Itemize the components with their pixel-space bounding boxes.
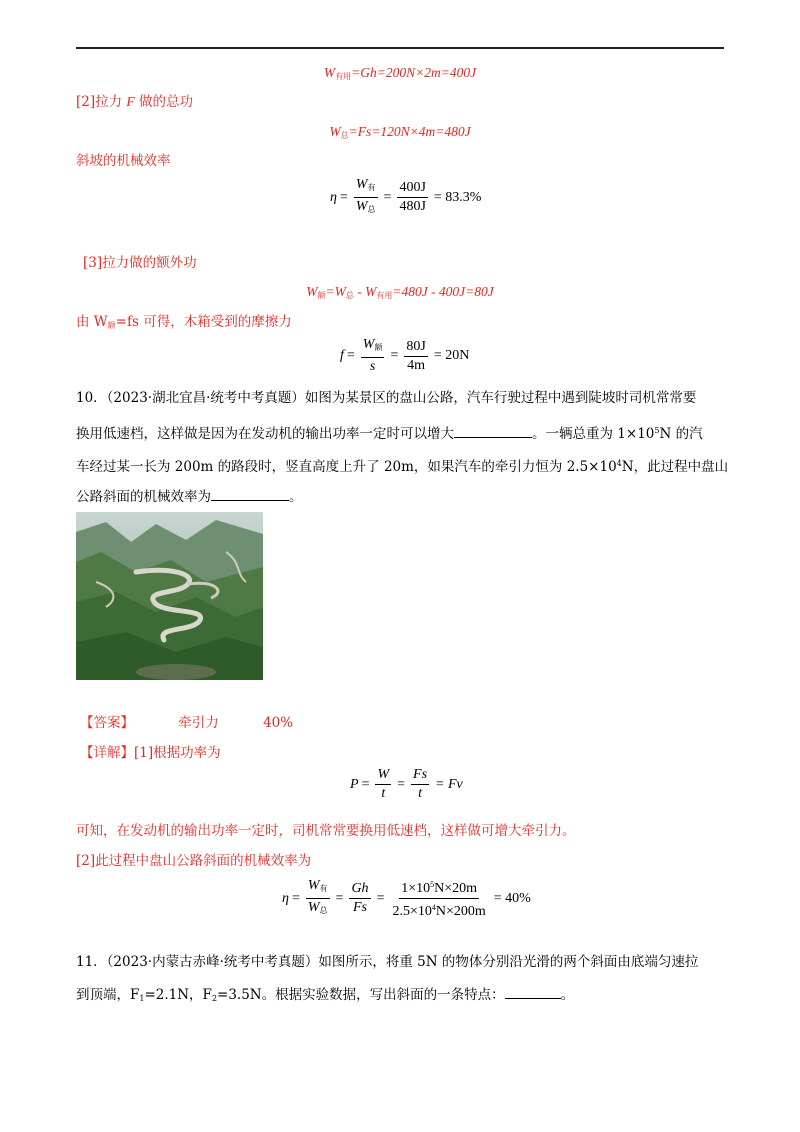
w-symbol: W [306,284,318,299]
total-work-equation [76,123,724,145]
w-subscript: 总 [340,131,349,140]
denominator: t [418,786,422,801]
answer-blank-3[interactable] [505,986,561,999]
eta-symbol: η [330,189,337,205]
q10-text: 车经过某一长为 200m 的路段时，竖直高度上升了 20m，如果汽车的牵引力恒为 2.5×10 [76,459,617,475]
w-subscript: 有用 [376,291,393,300]
q11-text: =2.1N，F [144,987,212,1003]
w-subscript: 有用 [335,72,352,81]
detail-line2: [2]此过程中盘山公路斜面的机械效率为 [76,853,312,869]
denominator-value: 4m [407,357,426,373]
detail-row [80,744,221,762]
denominator: t [381,786,386,801]
q11-line2 [76,986,574,1008]
friction-result: = 20N [433,348,470,363]
w-symbol: W [329,124,341,139]
num-part: 1×10 [401,881,431,896]
road-efficiency-formula: η = $\frac{W_有}{W_总}$ = $\frac{Gh}{Fs}$ = $\frac{1\times 10^5N\times 20m}{2.5\times 10^4N\times 200m}$ = 40% [282,878,531,919]
detail-line1: [1]根据功率为 [134,745,221,761]
extra-work-label: [3]拉力做的额外功 [83,255,197,271]
friction-symbol: f [340,348,344,363]
q10-text: N，此过程中盘山 [621,459,729,475]
ratio-fraction [361,337,385,375]
equals-sign: = [339,189,348,205]
from-prefix: 由 W [76,314,108,330]
q10-text: 。一辆总重为 1×10 [532,426,655,442]
den-part: N×200m [435,904,486,919]
ratio-fraction [354,177,378,218]
q10-line2 [76,422,703,443]
w-symbol: W [323,65,336,80]
eq-part: - W [353,284,377,299]
answer-2: 40% [263,715,294,731]
q11-text: 到顶端，F [76,987,140,1003]
numerator: Fs [411,767,429,785]
exponent: 5 [430,880,435,889]
answer-blank-1[interactable] [454,425,532,438]
label-rest: 做的总功 [138,94,193,110]
conclusion-text: 可知，在发动机的输出功率一定时，司机常常要换用低速档，这样做可增大牵引力。 [76,823,576,839]
exponent: 5 [654,426,660,435]
answer-label: 【答案】 [80,715,134,731]
power-result: = Fv [435,776,463,792]
total-work-label [76,93,193,111]
numerator-sub: 额 [374,343,383,352]
gh-over-fs [349,881,370,916]
useful-work-equation [76,64,724,86]
detail-label: 【详解】 [80,745,134,761]
numerator-sub: 有 [367,183,376,192]
from-rest: =fs 可得，木箱受到的摩擦力 [115,314,292,330]
num-part: N×20m [434,881,478,896]
denominator-sub: 总 [319,906,328,915]
answer-row [80,714,293,732]
power-symbol: P [350,776,359,792]
friction-derivation-text [76,313,292,335]
extra-work-value: =480J - 400J=80J [392,284,494,299]
q10-text: N 的汽 [659,426,703,442]
w-ratio [306,878,330,919]
friction-formula: f = $\frac{W_额}{s}$ = $\frac{80J}{4m}$ = 20N [340,337,470,374]
force-symbol: F [126,94,135,109]
q10-line3 [76,455,728,476]
subscript: 2 [211,994,218,1003]
numerator-w: W [307,878,320,893]
denominator-w: W [355,199,368,214]
den-part: 2.5×10 [392,904,432,919]
eq-part: =W [325,284,346,299]
q11-line1: 11．（2023·内蒙古赤峰·统考中考真题）如图所示，将重 5N 的物体分别沿光滑的两个斜面由底端匀速拉 [76,954,699,970]
value-fraction [404,339,427,374]
q11-text: =3.5N。根据实验数据，写出斜面的一条特点： [217,987,505,1003]
q10-text: 。 [289,489,303,505]
w-subscript: 总 [345,291,354,300]
answer-1: 牵引力 [178,715,219,731]
exponent: 4 [616,459,622,468]
denominator-value: 480J [399,199,426,214]
numerator-value: 80J [404,339,427,357]
numeric-fraction [390,877,487,920]
w-subscript: 额 [317,291,326,300]
q10-text: 换用低速档，这样做是因为在发动机的输出功率一定时可以增大 [76,426,454,442]
header-rule [76,47,724,49]
w-over-t [375,767,391,802]
useful-work-value: =Gh=200N×2m=400J [351,65,477,80]
numerator-w: W [362,337,375,352]
q10-line1: 10．（2023·湖北宜昌·统考中考真题）如图为某景区的盘山公路，汽车行驶过程中遇到陡坡时司机常常要 [76,390,697,406]
numerator-sub: 有 [319,884,328,893]
total-work-value: =Fs=120N×4m=480J [348,124,471,139]
denominator-sub: 总 [367,205,376,214]
mountain-road-photo [76,512,263,680]
subscript: 1 [139,994,145,1003]
numerator: Gh [349,881,370,899]
extra-work-equation [76,283,724,305]
fs-over-t [411,767,429,802]
label-text: [2]拉力 [76,94,123,110]
power-formula: P = $\frac{W}{t}$ = $\frac{Fs}{t}$ = Fv [350,767,463,801]
numerator: W [375,767,391,785]
road-efficiency-result: = 40% [493,890,531,906]
efficiency-label: 斜坡的机械效率 [76,153,171,169]
denominator-s: s [369,359,376,374]
equals-sign: = [383,189,392,205]
efficiency-formula [330,177,481,218]
value-fraction [397,180,427,215]
numerator-w: W [355,177,368,192]
q11-text: 。 [560,987,575,1003]
denominator-w: W [307,900,320,915]
w-subscript: 额 [107,321,116,330]
q10-text: 公路斜面的机械效率为 [76,489,211,505]
numerator-value: 400J [397,180,427,198]
exponent: 4 [431,903,436,912]
efficiency-result: = 83.3% [433,189,482,205]
mountain-road-illustration [76,512,263,680]
eta-symbol: η [282,890,289,906]
answer-blank-2[interactable] [211,488,289,501]
q10-line4 [76,488,303,506]
denominator: Fs [353,900,367,915]
